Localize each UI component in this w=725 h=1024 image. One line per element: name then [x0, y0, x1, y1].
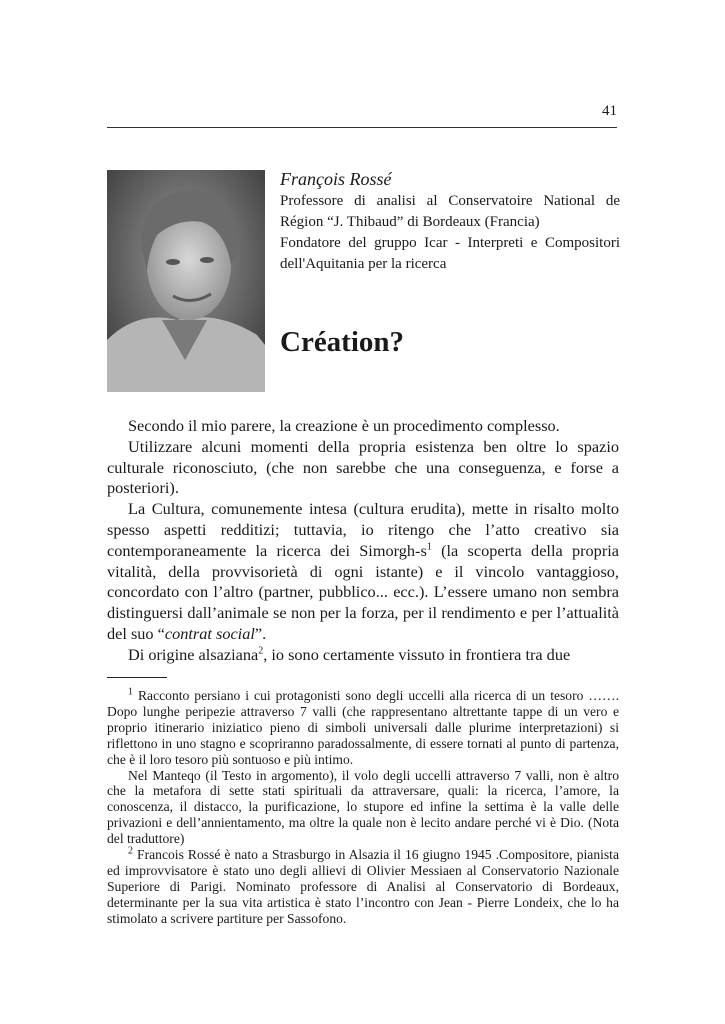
- footnote-rule: [107, 677, 167, 678]
- footnote: [107, 847, 619, 927]
- paragraph-text: , io sono certamente vissuto in frontiera tra due: [263, 644, 571, 664]
- footnote-continuation: Nel Manteqo (il Testo in argomento), il volo degli uccelli attraverso 7 valli, non è altro che la metafora di sette stati spirituali da attraversare, quali: la ricerca, l’amore, la conoscenza, il distacco, la purificazione, lo stupore ed infine la settima è la valle delle privazioni e dell’annientamento, ma oltre la quale non è lecito andare perché vi è Dio. (Nota del traduttore): [107, 767, 619, 847]
- page-number: 41: [602, 103, 617, 119]
- author-portrait: [107, 170, 265, 392]
- author-block: [280, 168, 620, 275]
- paragraph: Secondo il mio parere, la creazione è un procedimento complesso.: [128, 416, 560, 435]
- paragraph-text: (la scoperta della propria vitalità, della provvisorietà di ogni istante) e il vincolo vantaggioso, concordato con l’altro (partner, pubblico... ecc.). L’essere umano non sembra distinguersi dall’animale se non per la forza, per il rendimento e per l’attualità del suo “: [107, 540, 619, 643]
- paragraph-text: Di origine alsaziana: [128, 644, 259, 664]
- header-rule: [107, 127, 617, 128]
- footnote-number: 2: [128, 845, 133, 857]
- paragraph-text: ”.: [254, 623, 267, 643]
- footnote-ref: 1: [426, 541, 432, 553]
- paragraph: [107, 499, 619, 645]
- article-title: Création?: [280, 326, 405, 358]
- paragraph: Utilizzare alcuni momenti della propria esistenza ben oltre lo spazio culturale riconosciuto, (che non sarebbe che una conseguenza, e forse a posteriori).: [107, 436, 619, 498]
- paragraph-text: La Cultura, comunemente intesa (cultura erudita), mette in risalto molto spesso aspetti redditizi; tuttavia, io ritengo che l’atto creativo sia contemporaneamente la ricerca dei Simorgh-s: [107, 499, 619, 560]
- body-text: [107, 416, 619, 666]
- author-name: François Rossé: [280, 169, 392, 189]
- italic-phrase: contrat social: [164, 623, 255, 643]
- footnote-text: Francois Rossé è nato a Strasburgo in Alsazia il 16 giugno 1945 .Compositore, pianista ed improvvisatore è stato uno degli allievi di Olivier Messiaen al Conservatorio Nazionale Superiore di Parigi. Nominato professore di Analisi al Conservatorio di Bordeaux, determinante per la sua vita artistica è stato l’incontro con Jean - Pierre Londeix, che lo ha stimolato a scrivere partiture per Sassofono.: [107, 847, 619, 926]
- footnote-ref: 2: [258, 645, 264, 657]
- paragraph: [107, 645, 619, 666]
- footnote-text: Racconto persiano i cui protagonisti sono degli uccelli alla ricerca di un tesoro ……. Dopo lunghe peripezie attraverso 7 valli (che rappresentano altrettante tappe di un vero e proprio itinerario iniziatico pieno di simboli universali dalle plurime interpretazioni) si riflettono in uno stagno e scopriranno paradossalmente, di essere tornati al punto di partenza, che è il loro tesoro più sontuoso e più intimo.: [107, 688, 619, 767]
- footnote: [107, 688, 619, 768]
- author-group: Fondatore del gruppo Icar - Interpreti e Compositori dell'Aquitania per la ricerca: [280, 235, 620, 272]
- footnote-number: 1: [128, 686, 133, 698]
- footnotes: [107, 688, 619, 927]
- author-affiliation: Professore di analisi al Conservatoire National de Région “J. Thibaud” di Bordeaux (Francia): [280, 193, 620, 230]
